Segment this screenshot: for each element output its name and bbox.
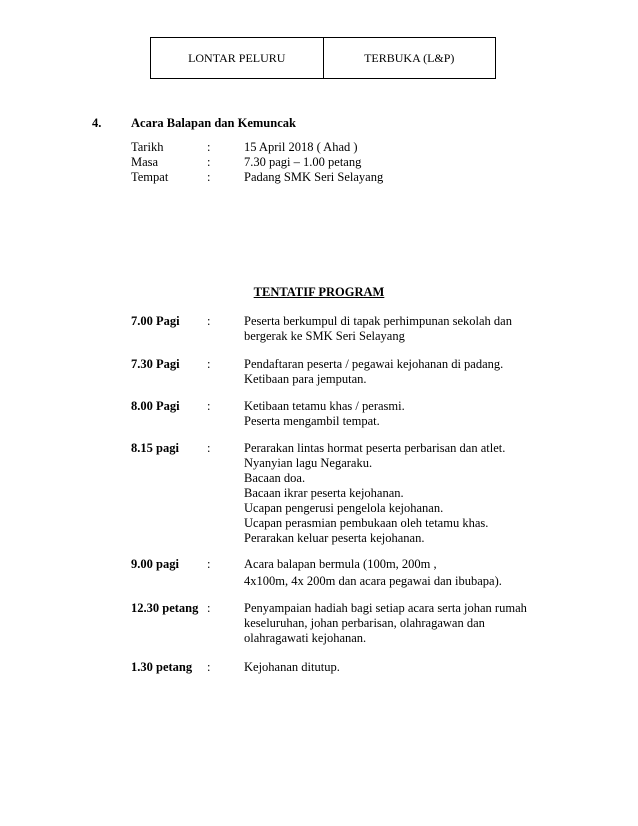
detail-sep: : <box>207 140 211 154</box>
detail-value-tarikh: 15 April 2018 ( Ahad ) <box>244 140 358 154</box>
row-desc <box>244 357 503 387</box>
row-line: Ketibaan para jemputan. <box>244 372 367 386</box>
row-line: bergerak ke SMK Seri Selayang <box>244 329 405 343</box>
detail-value-tempat: Padang SMK Seri Selayang <box>244 170 384 184</box>
row-line: keseluruhan, johan perbarisan, olahragawan dan <box>244 616 485 630</box>
event-category-cell: TERBUKA (L&P) <box>323 38 496 78</box>
row-time: 8.15 pagi <box>131 441 179 455</box>
detail-label-tempat: Tempat <box>131 170 169 184</box>
section-number: 4. <box>92 116 102 130</box>
row-time: 7.00 Pagi <box>131 314 180 328</box>
row-line: Bacaan doa. <box>244 471 306 485</box>
row-line: Ketibaan tetamu khas / perasmi. <box>244 399 405 413</box>
row-line: Pendaftaran peserta / pegawai kejohanan di padang. <box>244 357 504 371</box>
row-line: 4x100m, 4x 200m dan acara pegawai dan ibubapa). <box>244 574 502 588</box>
row-line: Peserta berkumpul di tapak perhimpunan sekolah dan <box>244 314 512 328</box>
row-line: Ucapan pengerusi pengelola kejohanan. <box>244 501 444 515</box>
row-line: Kejohanan ditutup. <box>244 660 340 674</box>
row-time: 8.00 Pagi <box>131 399 180 413</box>
detail-label-masa: Masa <box>131 155 159 169</box>
row-line: Ucapan perasmian pembukaan oleh tetamu khas. <box>244 516 489 530</box>
detail-sep: : <box>207 155 211 169</box>
row-time: 9.00 pagi <box>131 557 179 571</box>
row-line: Acara balapan bermula (100m, 200m , <box>244 557 437 571</box>
row-line: Bacaan ikrar peserta kejohanan. <box>244 486 404 500</box>
row-line: Nyanyian lagu Negaraku. <box>244 456 373 470</box>
row-line: Penyampaian hadiah bagi setiap acara serta johan rumah <box>244 601 527 615</box>
event-table <box>150 37 496 79</box>
detail-value-masa: 7.30 pagi – 1.00 petang <box>244 155 362 169</box>
row-desc <box>244 314 512 344</box>
row-time: 1.30 petang <box>131 660 193 674</box>
row-desc <box>244 441 505 546</box>
row-sep: : <box>207 660 211 674</box>
row-sep: : <box>207 557 211 571</box>
row-line: Perarakan keluar peserta kejohanan. <box>244 531 425 545</box>
detail-sep: : <box>207 170 211 184</box>
row-sep: : <box>207 601 211 615</box>
row-time: 12.30 petang <box>131 601 199 615</box>
event-name-cell: LONTAR PELURU <box>188 50 286 65</box>
row-sep: : <box>207 441 211 455</box>
row-desc <box>244 557 502 589</box>
row-sep: : <box>207 357 211 371</box>
row-sep: : <box>207 314 211 328</box>
row-line: Perarakan lintas hormat peserta perbarisan dan atlet. <box>244 441 506 455</box>
tentatif-title <box>0 285 638 300</box>
row-line: Peserta mengambil tempat. <box>244 414 380 428</box>
row-sep: : <box>207 399 211 413</box>
row-desc <box>244 601 527 646</box>
detail-label-tarikh: Tarikh <box>131 140 164 154</box>
row-desc <box>244 660 340 675</box>
section-title: Acara Balapan dan Kemuncak <box>131 116 296 130</box>
tentatif-title-text: TENTATIF PROGRAM <box>253 285 385 299</box>
row-line: olahragawati kejohanan. <box>244 631 367 645</box>
row-time: 7.30 Pagi <box>131 357 180 371</box>
row-desc <box>244 399 405 429</box>
